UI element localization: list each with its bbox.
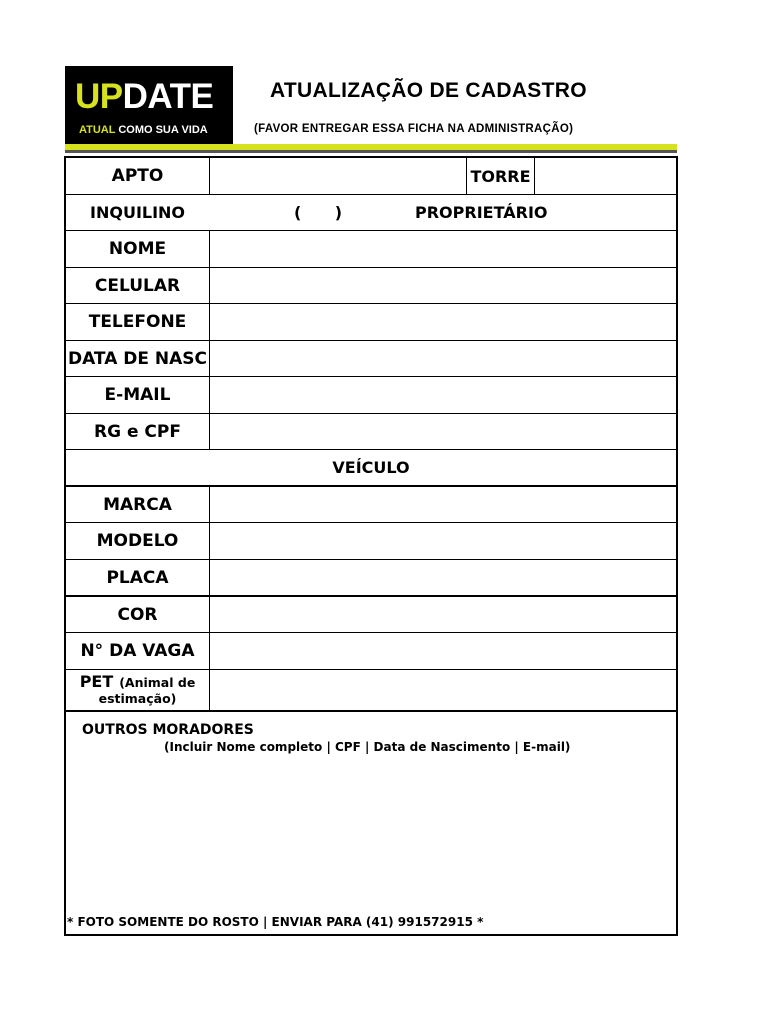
label-torre: TORRE (467, 158, 535, 194)
tipo-checkbox[interactable]: ( ) (294, 203, 343, 222)
page-title: ATUALIZAÇÃO DE CADASTRO (270, 79, 587, 102)
row-cor (66, 597, 676, 633)
data-nasc-field[interactable] (210, 341, 676, 376)
label-vaga: N° DA VAGA (66, 633, 210, 669)
label-inquilino: INQUILINO (90, 203, 186, 222)
email-field[interactable] (210, 377, 676, 413)
row-modelo (66, 523, 676, 560)
row-pet (66, 670, 676, 712)
registration-form (64, 156, 678, 936)
outros-moradores-area[interactable] (66, 712, 676, 934)
row-data-nasc (66, 341, 676, 377)
celular-field[interactable] (210, 268, 676, 303)
torre-field[interactable] (535, 158, 676, 194)
modelo-field[interactable] (210, 523, 676, 559)
label-proprietario: PROPRIETÁRIO (415, 203, 548, 222)
label-email: E-MAIL (66, 377, 210, 413)
label-celular: CELULAR (66, 268, 210, 303)
row-email (66, 377, 676, 414)
label-cor: COR (66, 597, 210, 632)
section-veiculo: VEÍCULO (66, 450, 676, 487)
marca-field[interactable] (210, 487, 676, 522)
logo-tagline: ATUAL COMO SUA VIDA (79, 124, 208, 136)
rg-cpf-field[interactable] (210, 414, 676, 449)
placa-field[interactable] (210, 560, 676, 595)
telefone-field[interactable] (210, 304, 676, 340)
label-telefone: TELEFONE (66, 304, 210, 340)
outros-moradores-title: OUTROS MORADORES (82, 722, 254, 738)
label-modelo: MODELO (66, 523, 210, 559)
cor-field[interactable] (210, 597, 676, 632)
label-data-nasc: DATA DE NASC (66, 341, 210, 376)
footer-note: * FOTO SOMENTE DO ROSTO | ENVIAR PARA (41) 991572915 * (67, 915, 484, 929)
nome-field[interactable] (210, 231, 676, 267)
row-celular (66, 268, 676, 304)
row-rg-cpf (66, 414, 676, 450)
row-tipo (66, 195, 676, 231)
pet-field[interactable] (210, 670, 676, 710)
row-telefone (66, 304, 676, 341)
label-nome: NOME (66, 231, 210, 267)
row-vaga (66, 633, 676, 670)
label-placa: PLACA (66, 560, 210, 595)
logo (65, 66, 233, 144)
vaga-field[interactable] (210, 633, 676, 669)
row-marca (66, 487, 676, 523)
page-subtitle: (FAVOR ENTREGAR ESSA FICHA NA ADMINISTRAÇÃO) (254, 123, 574, 135)
row-nome (66, 231, 676, 268)
outros-moradores-instructions: (Incluir Nome completo | CPF | Data de Nascimento | E-mail) (164, 740, 571, 754)
label-pet: PET (Animal de estimação) (66, 670, 210, 710)
logo-wordmark: UPDATE (75, 77, 214, 116)
label-apto: APTO (66, 158, 210, 194)
divider (65, 150, 677, 153)
label-marca: MARCA (66, 487, 210, 522)
row-placa (66, 560, 676, 597)
apto-field[interactable] (210, 158, 467, 194)
row-apto (66, 158, 676, 195)
label-rg-cpf: RG e CPF (66, 414, 210, 449)
